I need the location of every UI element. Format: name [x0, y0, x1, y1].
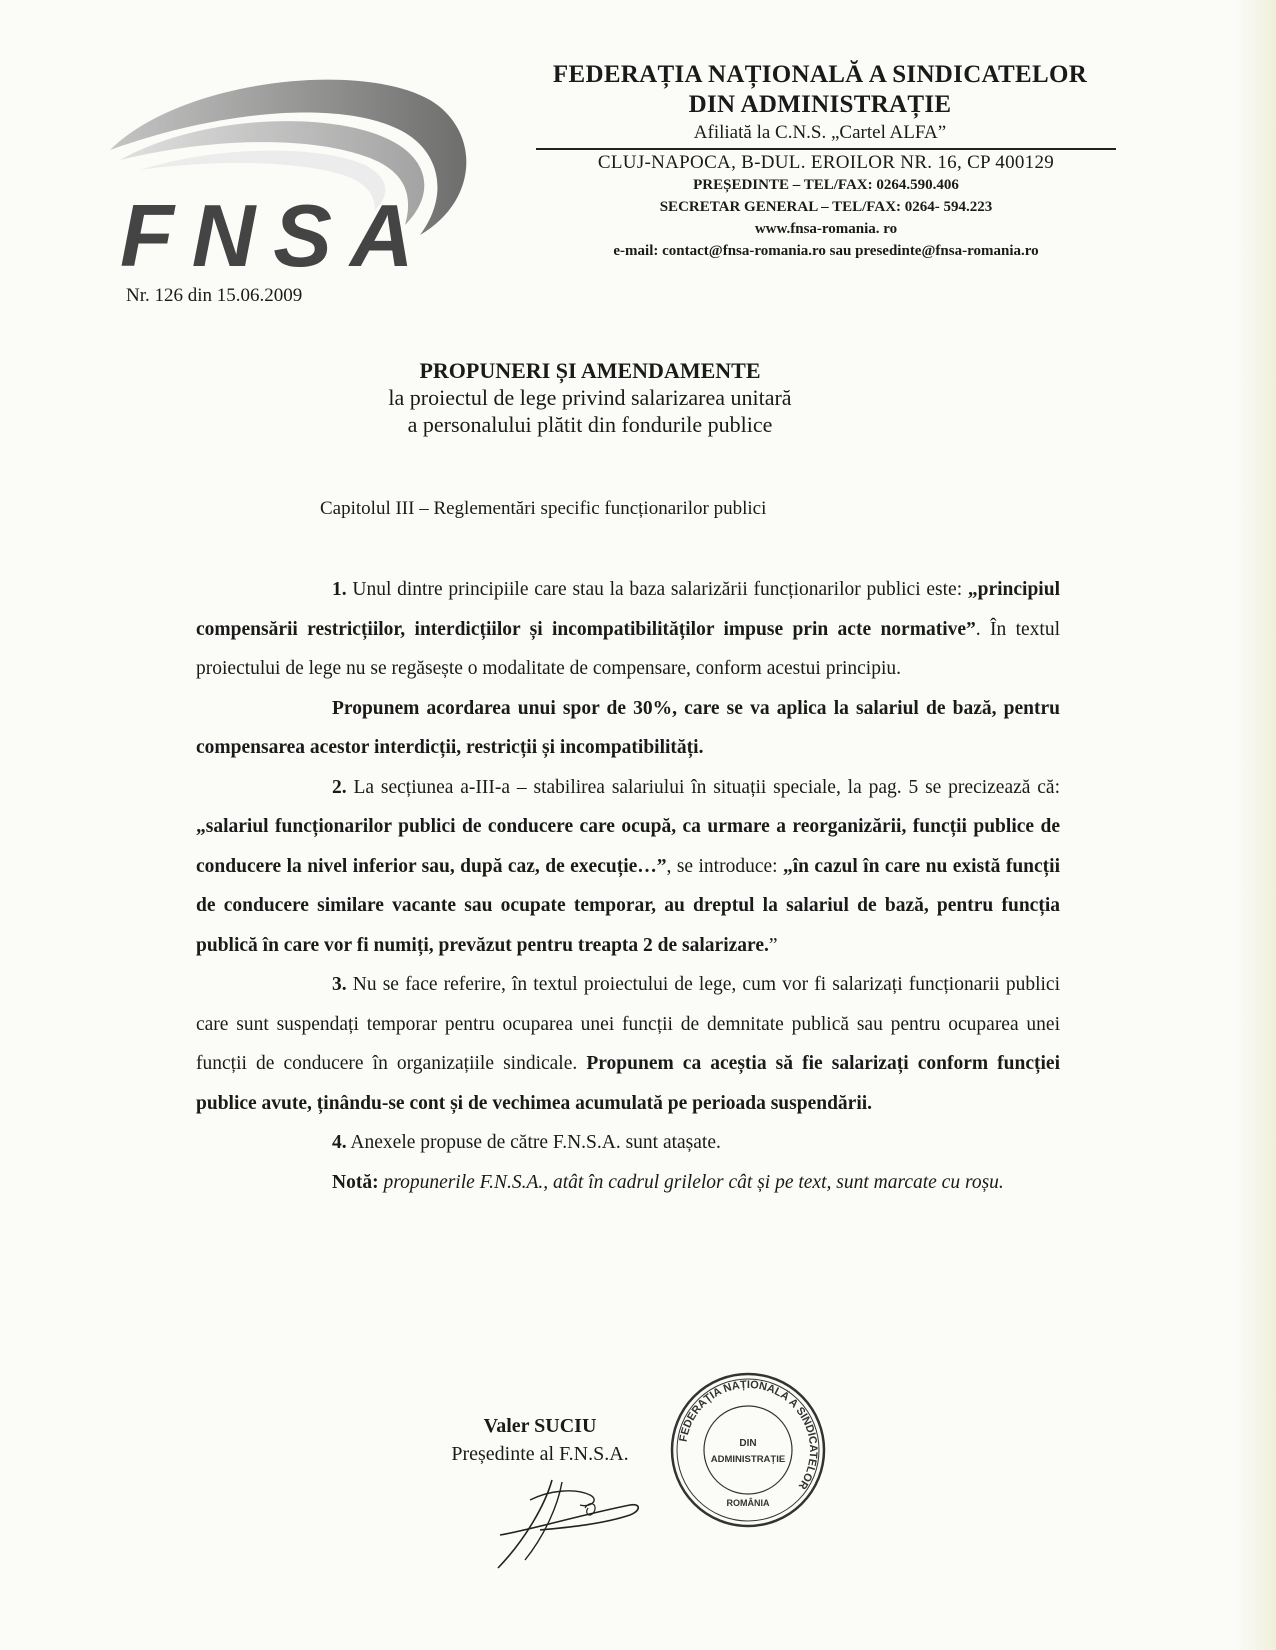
point-number: 2.: [332, 776, 347, 798]
point-text: Unul dintre principiile care stau la baza salarizării funcționarilor publici este:: [346, 579, 968, 600]
seal-center-line1: DIN: [739, 1438, 757, 1449]
document-title-block: [300, 358, 880, 438]
president-phone: PREȘEDINTE – TEL/FAX: 0264.590.406: [693, 177, 959, 193]
signatory-role: Președinte al F.N.S.A.: [451, 1443, 629, 1465]
letterhead-contacts: [536, 152, 1116, 262]
page-edge-shadow: [1236, 0, 1276, 1650]
point-text: ”: [768, 934, 778, 956]
point-number: 3.: [332, 974, 347, 995]
secretary-phone: SECRETAR GENERAL – TEL/FAX: 0264- 594.223: [659, 199, 993, 215]
document-body: [196, 570, 1060, 1202]
header-divider: [536, 148, 1116, 150]
logo-wordmark: FNSA: [120, 186, 432, 285]
org-name-line2: DIN ADMINISTRAȚIE: [688, 91, 952, 118]
point-bold-text: Propunem ca aceștia să fie salarizați conform funcției publice avute, ținându-se cont și de vechimea acumulată pe perioada suspendării.: [196, 1053, 1060, 1114]
document-title: PROPUNERI ȘI AMENDAMENTE: [419, 358, 761, 383]
point-number: 1.: [332, 579, 347, 600]
svg-text:FEDERAȚIA NAȚIONALĂ A SINDICAT: [678, 1379, 820, 1491]
point-1: [196, 570, 1060, 689]
document-number: Nr. 126 din 15.06.2009: [126, 285, 303, 306]
point-text: Nu se face referire, în textul proiectului de lege, cum vor fi salarizați funcționarii publici care sunt suspendați temporar pentru ocuparea unei funcții de demnitate publică sau pentru ocuparea unei funcții de conducere în organizațiile sindicale.: [196, 974, 1060, 1074]
website: www.fnsa-romania. ro: [754, 221, 898, 237]
point-3: [196, 965, 1060, 1123]
point-4: [196, 1123, 1060, 1163]
document-subtitle-line2: a personalului plătit din fondurile publice: [407, 412, 773, 437]
chapter-heading: Capitolul III – Reglementări specific funcționarilor publici: [320, 498, 767, 519]
seal-bottom-text: ROMÂNIA: [726, 1498, 770, 1508]
point-bold-text: „salariul funcționarilor publici de conducere care ocupă, ca urmare a reorganizării, funcții publice de conducere la nivel inferior sau, după caz, de execuție…”: [196, 816, 1060, 877]
seal-center-line2: ADMINISTRAȚIE: [710, 1454, 786, 1465]
official-seal-icon: [668, 1370, 828, 1530]
address: CLUJ-NAPOCA, B-DUL. EROILOR NR. 16, CP 400129: [597, 152, 1055, 173]
note: [196, 1163, 1060, 1203]
handwritten-signature: [490, 1460, 650, 1570]
org-name-line1: FEDERAȚIA NAȚIONALĂ A SINDICATELOR: [552, 61, 1088, 88]
point-number: 4.: [332, 1132, 347, 1153]
seal-ring-text: FEDERAȚIA NAȚIONALĂ A SINDICATELOR: [677, 1378, 820, 1492]
point-2: [196, 768, 1060, 966]
letterhead-header: [520, 60, 1120, 144]
point-bold-text: „în cazul în care nu există funcții de conducere similare vacante sau ocupate temporar, au dreptul la salariul de bază, pentru funcția publică în care vor fi numiți, prevăzut pentru treapta 2 de salarizare.: [196, 855, 1060, 956]
point-1-proposal: Propunem acordarea unui spor de 30%, care se va aplica la salariul de bază, pentru compensarea acestor interdicții, restricții și incompatibilități.: [196, 697, 1060, 758]
point-text: La secțiunea a-III-a – stabilirea salariului în situații speciale, la pag. 5 se precizează că:: [346, 776, 1060, 798]
note-label: Notă:: [332, 1171, 379, 1193]
point-text: Anexele propuse de către F.N.S.A. sunt atașate.: [346, 1132, 721, 1153]
affiliation: Afiliată la C.N.S. „Cartel ALFA”: [693, 122, 947, 143]
note-text: propunerile F.N.S.A., atât în cadrul grilelor cât și pe text, sunt marcate cu roșu.: [378, 1171, 1004, 1193]
point-text: , se introduce:: [666, 855, 783, 877]
signatory-name: Valer SUCIU: [483, 1415, 597, 1437]
document-subtitle-line1: la proiectul de lege privind salarizarea unitară: [388, 385, 792, 410]
point-text: . În textul proiectului de lege nu se regăsește o modalitate de compensare, conform acestui principiu.: [196, 618, 1061, 679]
point-bold-text: „principiul compensării restricțiilor, interdicțiilor și incompatibilităților impuse prin acte normative”: [196, 579, 1060, 640]
email: e-mail: contact@fnsa-romania.ro sau presedinte@fnsa-romania.ro: [613, 243, 1039, 259]
